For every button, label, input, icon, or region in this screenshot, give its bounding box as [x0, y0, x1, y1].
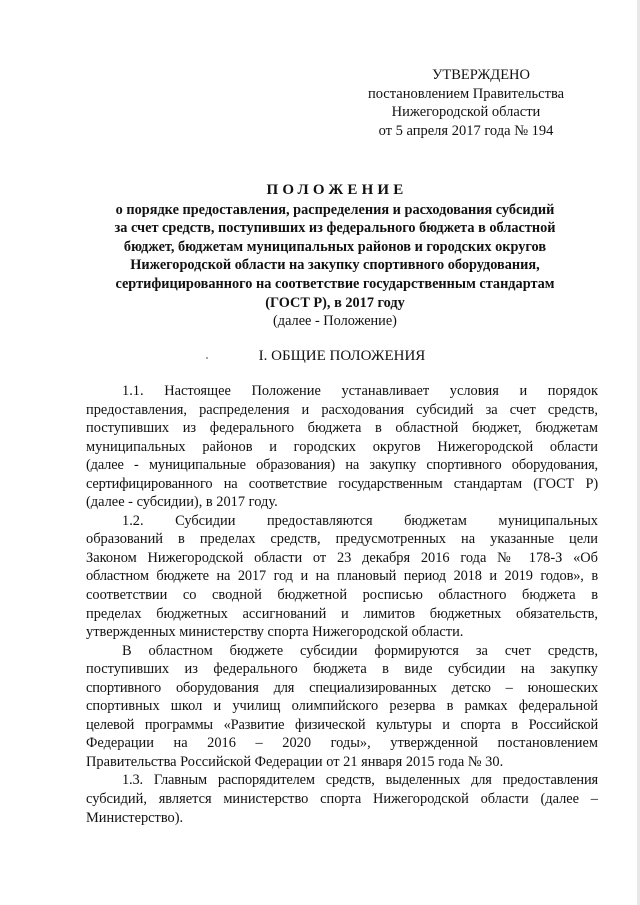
text-line: Законом Нижегородской области от 23 декабря 2016 года № 178-З «Об	[86, 549, 598, 566]
text-line: предоставления, распределения и расходования субсидий за счет средств,	[86, 401, 598, 418]
text-line: муниципальных районов и городских округов Нижегородской области	[86, 438, 598, 455]
text-line: поступивших из федерального бюджета в виде субсидии на закупку	[86, 661, 598, 678]
text-line: сертифицированного на соответствие государственным стандартам (ГОСТ Р)	[86, 475, 598, 492]
approval-stamp	[360, 66, 572, 140]
approval-line: постановлением Правительства	[367, 85, 565, 102]
document-title-block	[72, 181, 598, 331]
text-line: спортивного оборудования для специализированных детско – юношеских	[86, 679, 598, 696]
text-line: Министерство).	[86, 809, 184, 826]
text-line: 1.3. Главным распорядителем средств, выделенных для предоставления	[122, 772, 598, 789]
document-title: ПОЛОЖЕНИЕ	[266, 182, 408, 198]
title-line: о порядке предоставления, распределения и расходования субсидий	[115, 201, 555, 218]
title-line: Нижегородской области на закупку спортивного оборудования,	[130, 257, 540, 274]
text-line: В областном бюджете субсидии формируются за счет средств,	[122, 642, 598, 659]
title-line: сертифицированного на соответствие государственным стандартам	[115, 275, 555, 292]
approval-line: Нижегородской области	[391, 104, 541, 120]
text-line: (далее - субсидии), в 2017 году.	[86, 494, 278, 511]
title-line: бюджет, бюджетам муниципальных районов и городских округов	[123, 238, 547, 255]
text-line: областном бюджете на 2017 год и на плановый период 2018 и 2019 годов», в	[86, 568, 598, 585]
approval-line: от 5 апреля 2017 года № 194	[378, 122, 554, 139]
text-line: образований в пределах средств, предусмотренных на указанные цели	[86, 531, 598, 548]
text-line: поступивших из федерального бюджета в областной бюджет, бюджетам	[86, 420, 598, 437]
section-heading: I. ОБЩИЕ ПОЛОЖЕНИЯ	[258, 348, 426, 364]
paragraph-1-1	[86, 382, 598, 512]
title-line: за счет средств, поступивших из федерального бюджета в областной	[114, 220, 556, 237]
text-line: (далее - муниципальные образования) на закупку спортивного оборудования,	[86, 457, 598, 474]
text-line: Правительства Российской Федерации от 21 января 2015 года № 30.	[86, 753, 504, 770]
text-line: целевой программы «Развитие физической культуры и спорта в Российской	[86, 716, 598, 733]
text-line: пределах бюджетных ассигнований и лимитов бюджетных обязательств,	[86, 605, 598, 622]
document-body	[86, 382, 598, 827]
text-line: 1.2. Субсидии предоставляются бюджетам муниципальных	[122, 512, 598, 529]
text-line: 1.1. Настоящее Положение устанавливает условия и порядок	[122, 383, 598, 399]
text-line: Федерации на 2016 – 2020 годы», утвержденной постановлением	[86, 735, 598, 752]
title-note: (далее - Положение)	[273, 313, 397, 330]
scan-speck	[206, 357, 208, 359]
paragraph-1-2	[86, 512, 598, 642]
text-line: утвержденных министерству спорта Нижегородской области.	[86, 624, 464, 641]
paragraph-budget	[86, 642, 598, 772]
paragraph-1-3	[86, 771, 598, 827]
approval-head: УТВЕРЖДЕНО	[432, 67, 530, 83]
text-line: соответствии со сводной бюджетной росписью областного бюджета в	[86, 587, 598, 604]
text-line: спортивных школ и училищ олимпийского резерва в рамках федеральной	[86, 698, 598, 715]
title-line: (ГОСТ Р), в 2017 году	[265, 294, 405, 311]
text-line: субсидий, является министерство спорта Нижегородской области (далее –	[86, 791, 598, 808]
